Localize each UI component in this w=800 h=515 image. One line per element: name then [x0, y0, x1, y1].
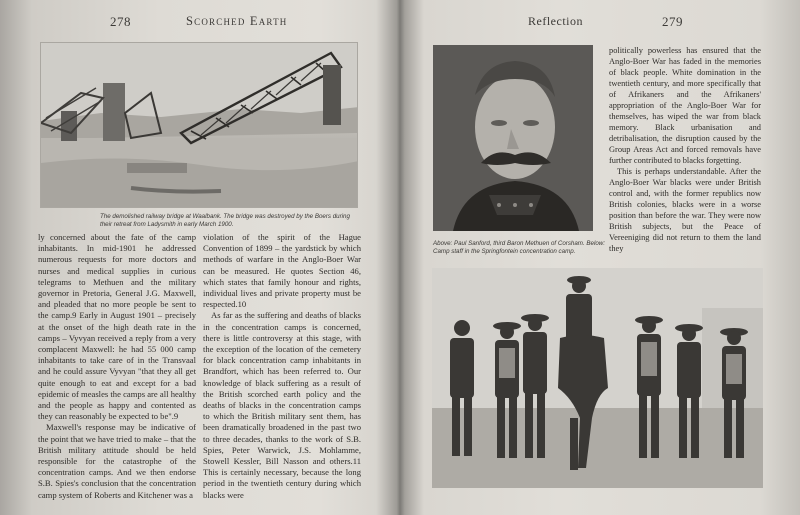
- left-col1-paragraph-2: Maxwell's response may be indicative of the point that we have tried to make – that the British military attitude should be held responsible for the catastrophe of the concentration camps. And we then endorse S.B. Spies's conclusion that the concentration camp system of Roberts and Kitchener was a: [38, 422, 196, 500]
- right-photo-caption: Above: Paul Sanford, third Baron Methuen of Corsham. Below: Camp staff in the Springfontein concentration camp.: [433, 240, 605, 255]
- right-page-number: 279: [662, 14, 683, 29]
- left-col1-paragraph-1: ly concerned about the fate of the camp inhabitants. In mid-1901 he addressed numerous requests for more doctors and nurses and medical supplies in curious telegrams to Methuen and the military governor in Pretoria, General J.G. Maxwell, and pleaded that no more people be sent to the camp.9 Early in August 1901 – precisely at the onset of the high death rate in the camps – Vyvyan received a reply from a very complacent Maxwell: he had 55 000 camp inhabitants to take care of in the Transvaal and he could assure Vyvyan "that they all get quite enough to eat and except for a bad epidemic of measles the camps are all healthy and the people as happy and contented as they can reasonably be expected to be".9: [38, 232, 196, 422]
- bridge-photo-caption: The demolished railway bridge at Waalbank. The bridge was destroyed by the Boers during their retreat from Ladysmith in early March 1900.: [100, 213, 350, 228]
- left-col2-paragraph-1: violation of the spirit of the Hague Convention of 1899 – the yardstick by which methods of warfare in the Anglo-Boer War can be measured. He quotes Section 46, which states that family honour and rights, individual lives and private property must be respected.10: [203, 232, 361, 310]
- portrait-illustration: [433, 45, 593, 231]
- right-running-head: Reflection: [528, 14, 583, 28]
- right-text-column: [609, 45, 761, 253]
- group-illustration: [432, 268, 763, 488]
- right-paragraph-2: This is perhaps understandable. After the Anglo-Boer War blacks were under British control and, with the former republics now British colonies, blacks were in a worse position than before the war. They were now British subjects, but the Peace of Vereeniging did not return to them the land they: [609, 167, 761, 253]
- left-text-column-1: [38, 232, 196, 502]
- left-page-number: 278: [110, 14, 131, 29]
- left-running-head: Scorched Earth: [186, 14, 288, 28]
- right-paragraph-1: politically powerless has ensured that the Anglo-Boer War has faded in the memories of black people. White domination in the twentieth century, and more specifically that of Afrikaners and the Afrikaners' appropriation of the Anglo-Boer War for themselves, has wiped the war from black memory. Black urbanisation and detribalisation, the disruption caused by the Group Areas Act and forced removals have further contributed to blacks forgetting.: [609, 46, 761, 165]
- left-col2-paragraph-2: As far as the suffering and deaths of blacks in the concentration camps is concerned, there is little controversy at this stage, with the exception of the location of the cemetery for black concentration camp inhabitants in Brandfort, which has been referred to. Our knowledge of black suffering as a result of the British scorched earth policy and the deaths of blacks in the concentration camps to which the British military sent them, has been dramatically broadened in the past two to three decades, thanks to the work of S.B. Spies, Peter Warwick, J.S. Mohlamme, Stowell Kessler, Bill Nasson and others.11 This is certainly necessary, because the long period in the twentieth century during which blacks were: [203, 310, 361, 500]
- railway-bridge-photo: [40, 42, 358, 208]
- bridge-illustration: [41, 43, 358, 208]
- methuen-portrait-photo: [433, 45, 593, 231]
- camp-staff-photo: [432, 268, 763, 488]
- left-text-column-2: [203, 232, 361, 502]
